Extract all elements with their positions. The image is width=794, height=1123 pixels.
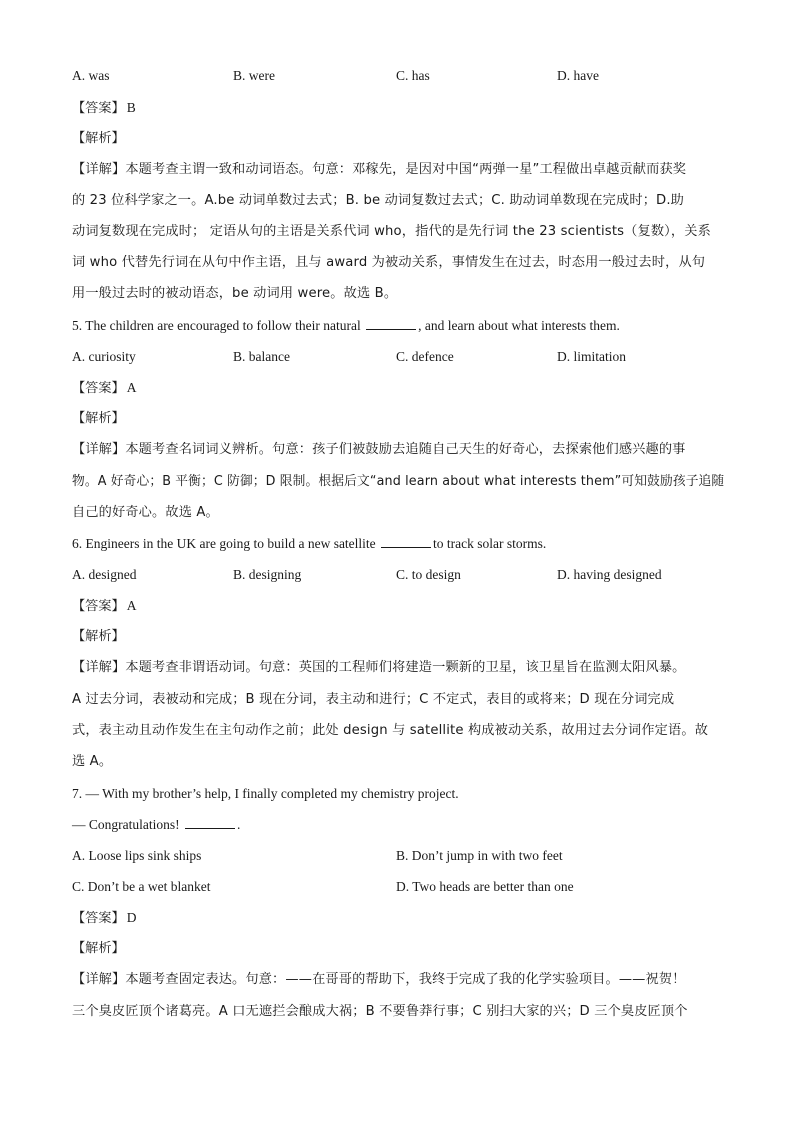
q7-answer <box>72 909 137 928</box>
answer-blank <box>381 535 431 548</box>
answer-letter: D <box>126 910 137 925</box>
q4-detail-line: 词 who 代替先行词在从句中作主语，且与 award 为被动关系，事情发生在过去，时态用一般过去时，从句 <box>72 255 706 270</box>
q4-detail-line: 用一般过去时的被动语态，be 动词用 were。故选 B。 <box>72 286 398 301</box>
answer-blank <box>185 816 235 829</box>
q6-option-d: D. having designed <box>557 567 662 582</box>
answer-tag: 【答案】 <box>72 381 125 396</box>
q5-analysis-tag: 【解析】 <box>72 411 125 426</box>
q4-option-d: D. have <box>557 68 599 83</box>
q6-answer <box>72 597 137 616</box>
q5-detail-line: 【详解】本题考查名词词义辨析。句意：孩子们被鼓励去追随自己天生的好奇心，去探索他们感兴趣的事 <box>72 442 686 457</box>
q4-analysis-tag: 【解析】 <box>72 131 125 146</box>
q5-option-a: A. curiosity <box>72 349 136 364</box>
q4-option-a: A. was <box>72 68 110 83</box>
q7-stem-line1: 7. — With my brother’s help, I finally completed my chemistry project. <box>72 786 459 801</box>
q6-detail-line: 【详解】本题考查非谓语动词。句意：英国的工程师们将建造一颗新的卫星，该卫星旨在监测太阳风暴。 <box>72 660 686 675</box>
q6-option-a: A. designed <box>72 567 137 582</box>
q4-option-c: C. has <box>396 68 430 83</box>
q6-option-b: B. designing <box>233 567 302 582</box>
q5-answer <box>72 379 137 398</box>
q7-analysis-tag: 【解析】 <box>72 941 125 956</box>
q6-detail-line: A 过去分词，表被动和完成；B 现在分词，表主动和进行；C 不定式，表目的或将来；D 现在分词完成 <box>72 692 675 707</box>
q4-detail-line: 的 23 位科学家之一。A.be 动词单数过去式；B. be 动词复数过去式；C. 助动词单数现在完成时；D.助 <box>72 193 685 208</box>
answer-tag: 【答案】 <box>72 599 125 614</box>
q5-stem: 5. The children are encouraged to follow their natural , and learn about what interests them. <box>72 318 620 333</box>
q4-detail-line: 动词复数现在完成时； 定语从句的主语是关系代词 who，指代的是先行词 the 23 scientists（复数），关系 <box>72 224 711 239</box>
q5-option-b: B. balance <box>233 349 290 364</box>
q6-detail-line: 选 A。 <box>72 754 113 769</box>
answer-tag: 【答案】 <box>72 911 125 926</box>
q4-answer <box>72 99 136 118</box>
q6-detail-line: 式，表主动且动作发生在主句动作之前；此处 design 与 satellite 构成被动关系，故用过去分词作定语。故 <box>72 723 709 738</box>
answer-blank <box>366 317 416 330</box>
q7-stem-line2: — Congratulations! . <box>72 817 241 832</box>
answer-letter: A <box>126 598 137 613</box>
q7-option-a: A. Loose lips sink ships <box>72 848 202 863</box>
q5-option-d: D. limitation <box>557 349 626 364</box>
answer-letter: B <box>126 100 136 115</box>
q4-detail-line: 【详解】本题考查主谓一致和动词语态。句意：邓稼先，是因对中国“两弹一星”工程做出卓越贡献而获奖 <box>72 162 687 177</box>
q7-detail-line: 三个臭皮匠顶个诸葛亮。A 口无遮拦会酿成大祸；B 不要鲁莽行事；C 别扫大家的兴；D 三个臭皮匠顶个 <box>72 1004 688 1019</box>
q4-option-b: B. were <box>233 68 275 83</box>
q6-analysis-tag: 【解析】 <box>72 629 125 644</box>
q7-option-c: C. Don’t be a wet blanket <box>72 879 211 894</box>
q7-option-d: D. Two heads are better than one <box>396 879 574 894</box>
answer-tag: 【答案】 <box>72 101 125 116</box>
q6-stem: 6. Engineers in the UK are going to build a new satellite to track solar storms. <box>72 536 547 551</box>
q5-detail-line: 自己的好奇心。故选 A。 <box>72 505 219 520</box>
q7-detail-line: 【详解】本题考查固定表达。句意：——在哥哥的帮助下，我终于完成了我的化学实验项目。——祝贺！ <box>72 972 686 987</box>
q5-option-c: C. defence <box>396 349 454 364</box>
answer-letter: A <box>126 380 137 395</box>
q7-option-b: B. Don’t jump in with two feet <box>396 848 563 863</box>
q5-detail-line: 物。A 好奇心；B 平衡；C 防御；D 限制。根据后文“and learn about what interests them”可知鼓励孩子追随 <box>72 474 725 489</box>
q6-option-c: C. to design <box>396 567 461 582</box>
